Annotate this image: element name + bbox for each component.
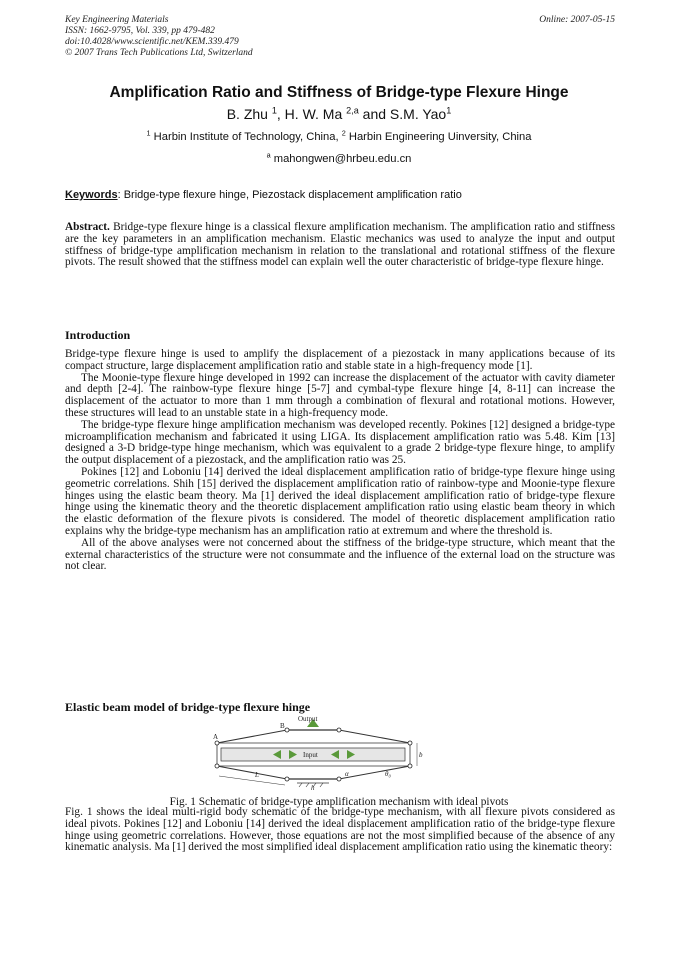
journal-name: Key Engineering Materials — [65, 15, 169, 25]
label-b-dim: b — [419, 751, 423, 759]
lower-right-beam — [339, 766, 410, 779]
email-sup: a — [266, 150, 271, 160]
paragraph: All of the above analyses were not concerned about the stiffness of the bridge-type structure, which meant that the external characteristics of the structure were not consummate and the influence of the external load on the structure was not clear. — [65, 536, 615, 573]
corresponding-email — [40, 150, 638, 165]
affil-sup: 2 — [341, 128, 346, 138]
label-l: L — [255, 771, 259, 779]
label-h: h — [311, 784, 315, 791]
ground-hatch — [299, 783, 302, 787]
paper-title: Amplification Ratio and Stiffness of Bridge-type Flexure Hinge — [109, 84, 569, 101]
label-input: Input — [303, 751, 318, 759]
figure-caption: Fig. 1 Schematic of bridge-type amplification mechanism with ideal pivots — [169, 796, 509, 808]
dimension-line — [219, 776, 285, 785]
ground-hatch — [320, 783, 323, 787]
keywords-label: Keywords — [65, 189, 118, 201]
online-date: Online: 2007-05-15 — [539, 15, 615, 25]
affiliations — [40, 128, 638, 143]
keywords-colon: : — [117, 189, 121, 201]
author-name: B. Zhu — [226, 106, 272, 122]
affil-sup: 1 — [146, 128, 151, 138]
paragraph: The Moonie-type flexure hinge developed in 1992 can increase the displacement of the actuator with cavity diameter and depth [2-4]. The rainbow-type flexure hinge [5-7] and cymbal-type flexure hinge [4, 8-11] can increase the displacement of the actuator to more than 1 mm through a combination of flexural and rotational motions. However, these structures will lead to an unstable state in a high-frequency mode. — [65, 371, 615, 419]
affil-text: Harbin Institute of Technology, China, — [150, 131, 342, 143]
section-heading-elastic: Elastic beam model of bridge-type flexure hinge — [65, 700, 311, 714]
affil-text: Harbin Engineering Uinversity, China — [345, 131, 532, 143]
label-theta: θ₀ — [385, 770, 391, 778]
issn-line: ISSN: 1662-9795, Vol. 339, pp 479-482 — [65, 26, 215, 36]
abstract-label: Abstract. — [65, 221, 110, 233]
paragraph: Bridge-type flexure hinge is used to amplify the displacement of a piezostack in many applications because of its compact structure, large displacement amplification ratio and stable state in a high-frequency mode [1]. — [65, 348, 615, 372]
label-b: B — [280, 722, 285, 730]
email-address[interactable]: mahongwen@hrbeu.edu.cn — [270, 153, 412, 165]
label-output: Output — [298, 715, 318, 723]
label-a: A — [213, 733, 219, 741]
upper-left-beam — [217, 730, 287, 743]
elastic-body — [65, 807, 615, 854]
author-sup: 1 — [271, 105, 277, 116]
section-heading-introduction: Introduction — [65, 328, 131, 342]
ground-hatch — [306, 783, 309, 787]
keywords-text: Bridge-type flexure hinge, Piezostack displacement amplification ratio — [120, 189, 462, 201]
label-alpha: α — [345, 770, 349, 778]
paragraph: Fig. 1 shows the ideal multi-rigid body schematic of the bridge-type mechanism, with all flexure pivots considered as ideal pivots. Pokines [12] and Loboniu [14] derived the ideal displacement amplification ratio of the bridge-type flexure hinge using geometric correlations. However, those equations are not the most simplified because of the absence of any kinematic analysis. Ma [1] derived the most simplified ideal displacement amplification ratio using the kinematic theory: — [65, 806, 615, 854]
copyright-line: © 2007 Trans Tech Publications Ltd, Switzerland — [65, 48, 253, 58]
author-sup: 2,a — [346, 105, 359, 116]
abstract — [65, 222, 615, 269]
abstract-text: Bridge-type flexure hinge is a classical flexure amplification mechanism. The amplification ratio and stiffness are the key parameters in an amplification mechanism. Elastic mechanics was used to analyze the input and output stiffness of bridge-type amplification mechanism in relation to the translational and rotational stiffness of the flexure pivots. The result showed that the stiffness model can explain well the outer characteristic of bridge-type flexure hinge. — [65, 221, 615, 269]
journal-header — [65, 15, 253, 59]
keywords — [65, 189, 615, 201]
paragraph: Pokines [12] and Loboniu [14] derived the ideal displacement amplification ratio of bridge-type flexure hinge using geometric correlations. Shih [15] derived the displacement amplification ratio of rainbow-type and Moonie-type flexure hinges using the elastic beam theory. Ma [1] derived the ideal displacement amplification ratio of bridge-type flexure hinge using the kinematic theory and the theoretic displacement amplification ratio using elastic beam theory in which the elastic deformation of the flexure pivots is considered. The model of theoretic displacement amplification ratio explains why the bridge-type mechanism has an amplification ratio at extremum and where the threshold is. — [65, 465, 615, 537]
introduction-body — [65, 349, 615, 573]
upper-right-beam — [339, 730, 410, 743]
author-sup: 1 — [446, 105, 452, 116]
bridge-mechanism-figure — [205, 713, 425, 791]
author-name: and S.M. Yao — [358, 106, 447, 122]
paragraph: The bridge-type flexure hinge amplification mechanism was developed recently. Pokines [12] designed a bridge-type microamplification mechanism and fabricated it using LIGA. Its displacement amplification ratio was 5.48. Kim [13] designed a 3-D bridge-type hinge mechanism, which was equivalent to a grade 2 bridge-type flexure hinge, to amplify the output displacement of a piezostack, and the amplification ratio was 25. — [65, 418, 615, 467]
doi-line[interactable]: doi:10.4028/www.scientific.net/KEM.339.479 — [65, 37, 239, 47]
author-list — [40, 106, 638, 122]
author-name: , H. W. Ma — [276, 106, 347, 122]
